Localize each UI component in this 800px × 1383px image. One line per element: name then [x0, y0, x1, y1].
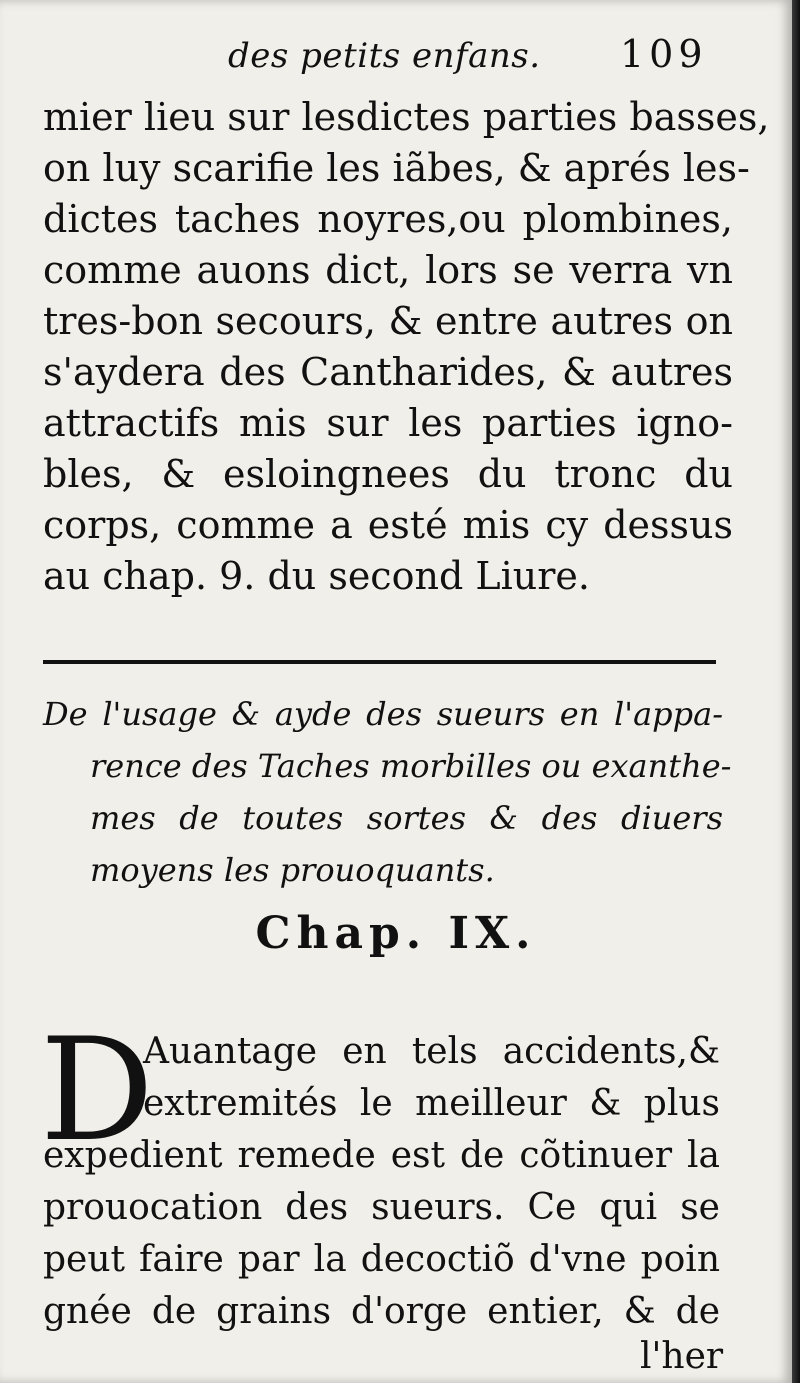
page-header — [0, 30, 792, 90]
text-line: on luy scarifie les iãbes, & aprés les- — [43, 146, 750, 190]
text-line: extremités le meilleur & plus — [143, 1083, 720, 1124]
text-line: comme auons dict, lors se verra vn — [43, 248, 733, 292]
continued-paragraph — [43, 92, 770, 602]
heading-line: moyens les prouoquants. — [90, 851, 495, 889]
heading-line: rence des Taches morbilles ou exanthe- — [90, 747, 732, 785]
heading-line: De l'usage & ayde des sueurs en l'appa- — [43, 695, 723, 733]
text-line: dictes taches noyres,ou plombines, — [43, 197, 733, 241]
heading-line: mes de toutes sortes & des diuers — [90, 799, 723, 837]
text-line: mier lieu sur lesdictes parties basses, — [43, 95, 770, 139]
text-line: s'aydera des Cantharides, & autres — [43, 350, 733, 394]
text-line: Auantage en tels accidents,& — [143, 1031, 720, 1072]
running-title: des petits enfans. — [228, 36, 541, 76]
drop-cap: D — [40, 1008, 154, 1173]
text-line: corps, comme a esté mis cy dessus — [43, 503, 733, 547]
page-edge — [792, 0, 800, 1383]
catchword: l'her — [640, 1336, 724, 1377]
text-line: gnée de grains d'orge entier, & de — [43, 1291, 720, 1332]
section-heading — [43, 688, 733, 896]
chapter-title: Chap. IX. — [255, 908, 537, 959]
chapter-paragraph — [43, 1026, 720, 1338]
text-line: prouocation des sueurs. Ce qui se — [43, 1187, 720, 1228]
text-line: au chap. 9. du second Liure. — [43, 554, 590, 598]
text-line: expedient remede est de cõtinuer la — [43, 1135, 720, 1176]
text-line: attractifs mis sur les parties igno- — [43, 401, 733, 445]
text-line: peut faire par la decoctiõ d'vne poin — [43, 1239, 720, 1280]
text-line: bles, & esloingnees du tronc du — [43, 452, 733, 496]
text-line: tres-bon secours, & entre autres on — [43, 299, 733, 343]
section-divider — [43, 660, 716, 664]
page-number: 109 — [620, 32, 708, 76]
